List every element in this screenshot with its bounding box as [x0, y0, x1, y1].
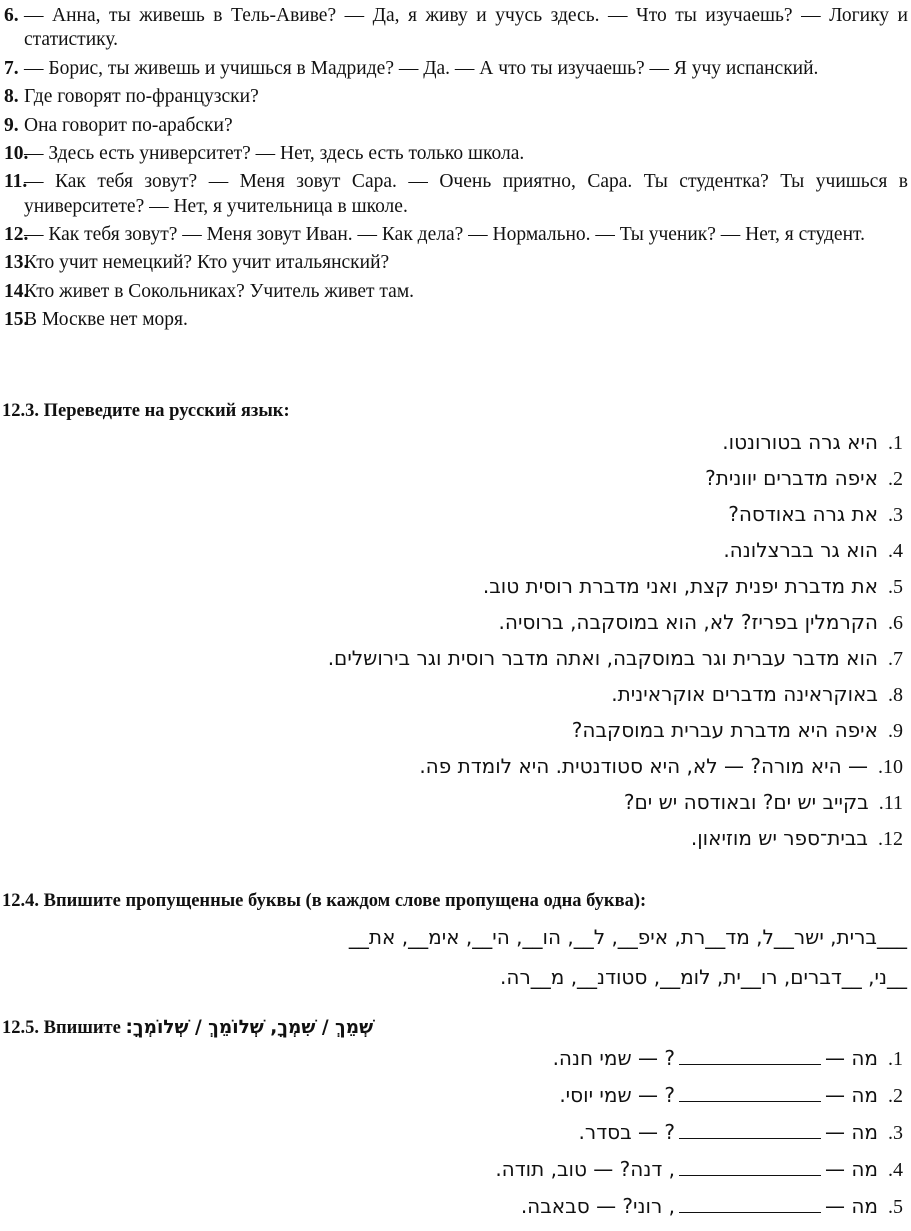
list-item	[23, 718, 903, 754]
item-text: Она говорит по-арабски?	[24, 114, 233, 136]
exercise-3-heading: 12.3. Переведите на русский язык:	[2, 401, 290, 421]
item-text: את גרה באודסה?	[728, 502, 878, 526]
item-tail: ? — בסדר.	[578, 1120, 675, 1144]
item-text: באוקראינה מדברים אוקראינית.	[611, 682, 878, 706]
item-text: איפה היא מדברת עברית במוסקבה?	[571, 718, 878, 742]
item-text: הוא גר בברצלונה.	[723, 538, 878, 562]
exercise-5-heading	[2, 1016, 373, 1040]
list-item	[23, 1194, 903, 1231]
exercise-4-fill-rows	[2, 925, 907, 1005]
item-number: 9.	[4, 114, 19, 136]
list-item	[23, 682, 903, 718]
list-item	[2, 4, 908, 53]
item-text: הקרמלין בפריז? לא, הוא במוסקבה, ברוסיה.	[498, 610, 878, 634]
item-number: .5	[888, 1196, 903, 1218]
item-text: Кто учит немецкий? Кто учит итальянский?	[24, 252, 390, 274]
item-number: 10.	[4, 142, 29, 164]
answer-blank[interactable]	[679, 1196, 821, 1213]
item-text: בקייב יש ים? ובאודסה יש ים?	[623, 790, 869, 814]
russian-exercise-list	[2, 4, 908, 337]
item-number: .2	[888, 1085, 903, 1107]
item-text: — Здесь есть университет? — Нет, здесь есть только школа.	[24, 142, 525, 164]
item-number: 15.	[4, 309, 29, 331]
answer-blank[interactable]	[679, 1048, 821, 1065]
fill-row: ___ברית, ישר__ל, מד__רת, איפ__, ל__, הו__, הי__, אימ__, את__	[348, 925, 907, 949]
item-number: .3	[888, 504, 903, 526]
answer-blank[interactable]	[679, 1085, 821, 1102]
list-item	[23, 538, 903, 574]
fill-row: __ני, __דברים, רו__ית, לומ__, סטודנ__, מ__רה.	[500, 965, 907, 989]
item-text: Кто живет в Сокольниках? Учитель живет там.	[24, 280, 415, 302]
list-item	[23, 466, 903, 502]
exercise-3-hebrew-list	[23, 430, 903, 862]
list-item	[2, 280, 908, 304]
list-item	[23, 826, 903, 862]
item-number: 11.	[4, 171, 28, 193]
list-item	[23, 1083, 903, 1120]
item-lead: מה —	[824, 1083, 878, 1107]
exercise-4-heading: 12.4. Впишите пропущенные буквы (в каждом слове пропущена одна буква):	[2, 891, 647, 911]
item-number: 14.	[4, 280, 29, 302]
item-text: — היא מורה? — לא, היא סטודנטית. היא לומדת פה.	[419, 754, 868, 778]
answer-blank[interactable]	[679, 1159, 821, 1176]
list-item	[2, 114, 908, 138]
item-text: Где говорят по-французски?	[24, 86, 259, 108]
item-number: .3	[888, 1122, 903, 1144]
list-item	[23, 1157, 903, 1194]
list-item	[23, 754, 903, 790]
item-number: 12.	[4, 224, 29, 245]
item-number: 7.	[4, 57, 19, 79]
list-item	[23, 646, 903, 682]
list-item	[2, 170, 908, 219]
item-number: .6	[888, 612, 903, 634]
item-tail: , רוני? — סבאבה.	[520, 1194, 675, 1218]
item-number: .5	[888, 576, 903, 598]
item-number: .8	[888, 684, 903, 706]
item-tail: ? — שמי יוסי.	[559, 1083, 675, 1107]
item-text: בבית־ספר יש מוזיאון.	[690, 826, 868, 850]
item-number: 8.	[4, 86, 19, 108]
item-number: .4	[888, 1159, 903, 1181]
list-item	[23, 1046, 903, 1083]
item-number: 13.	[4, 252, 29, 274]
item-lead: מה —	[824, 1120, 878, 1144]
list-item	[2, 223, 908, 247]
list-item	[2, 57, 908, 81]
item-number: .9	[888, 720, 903, 742]
item-number: .10	[878, 756, 903, 778]
list-item	[23, 430, 903, 466]
heading-hebrew: שְׁמֵךְ / שִׁמְךָ, שְׁלוֹמֵךְ / שְׁלוֹמְךָ:	[125, 1017, 374, 1038]
item-text: איפה מדברים יוונית?	[705, 466, 878, 490]
list-item	[2, 142, 908, 166]
item-lead: מה —	[824, 1194, 878, 1218]
heading-label: 12.5. Впишите	[2, 1018, 121, 1038]
list-item	[2, 251, 908, 275]
item-text: — Как тебя зовут? — Меня зовут Иван. — Как дела? — Нормально. — Ты ученик? — Нет, я студент.	[24, 224, 865, 245]
list-item	[23, 502, 903, 538]
item-text: היא גרה בטורונטו.	[722, 430, 878, 454]
item-text: — Борис, ты живешь и учишься в Мадриде? — Да. — А что ты изучаешь? — Я учу испанский.	[24, 57, 819, 79]
item-number: .2	[888, 468, 903, 490]
item-number: .12	[878, 828, 903, 850]
item-number: 6.	[4, 5, 19, 26]
list-item	[23, 1120, 903, 1157]
item-tail: ? — שמי חנה.	[552, 1046, 675, 1070]
item-text: — Анна, ты живешь в Тель-Авиве? — Да, я живу и учусь здесь. — Что ты изучаешь? — Логику и статистику.	[24, 5, 908, 51]
list-item	[23, 610, 903, 646]
item-text: В Москве нет моря.	[24, 309, 188, 331]
answer-blank[interactable]	[679, 1122, 821, 1139]
item-lead: מה —	[824, 1046, 878, 1070]
item-text: הוא מדבר עברית וגר במוסקבה, ואתה מדבר רוסית וגר בירושלים.	[327, 646, 878, 670]
item-text: את מדברת יפנית קצת, ואני מדברת רוסית טוב.	[482, 574, 878, 598]
list-item	[2, 85, 908, 109]
item-text: — Как тебя зовут? — Меня зовут Сара. — Очень приятно, Сара. Ты студентка? Ты учишься в университете? — Нет, я учительница в школе.	[24, 171, 908, 217]
item-number: .1	[888, 432, 903, 454]
list-item	[23, 790, 903, 826]
item-number: .7	[888, 648, 903, 670]
list-item	[23, 574, 903, 610]
item-number: .4	[888, 540, 903, 562]
item-number: .11	[878, 792, 903, 814]
item-lead: מה —	[824, 1157, 878, 1181]
item-tail: , דנה? — טוב, תודה.	[495, 1157, 675, 1181]
exercise-5-list	[23, 1046, 903, 1231]
list-item	[2, 308, 908, 332]
item-number: .1	[888, 1048, 903, 1070]
